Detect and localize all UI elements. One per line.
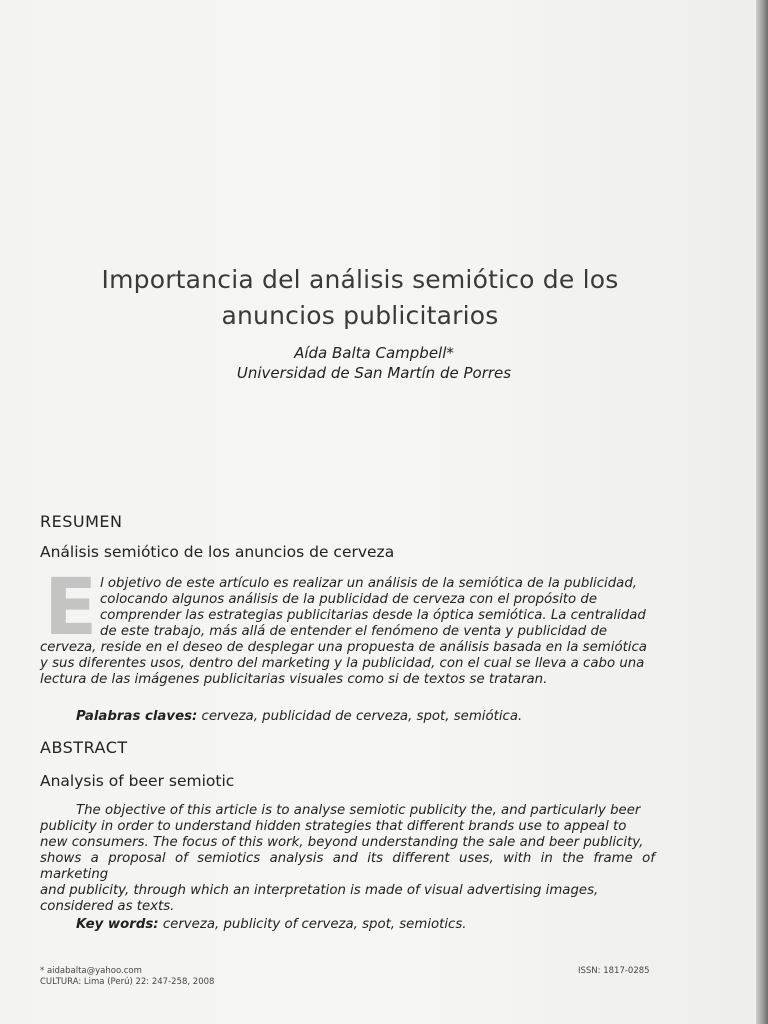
footnote-citation: CULTURA: Lima (Perú) 22: 247-258, 2008 (40, 977, 215, 987)
resumen-heading: RESUMEN (40, 512, 123, 531)
resumen-paragraph-top (100, 576, 655, 640)
palabras-claves-label: Palabras claves: (76, 709, 198, 724)
footnote-email: * aidabalta@yahoo.com (40, 966, 142, 976)
abstract-heading: ABSTRACT (40, 738, 128, 757)
abstract-line: and publicity, through which an interpretation is made of visual advertising images, (40, 883, 599, 898)
resumen-line: colocando algunos análisis de la publicidad de cerveza con el propósito de (100, 592, 598, 607)
abstract-line: The objective of this article is to analyse semiotic publicity the, and particularly beer (76, 803, 641, 818)
abstract-line: shows a proposal of semiotics analysis and its different uses, with in the frame of marketing (40, 851, 655, 882)
abstract-line: considered as texts. (40, 899, 175, 914)
resumen-line: cerveza, reside en el deseo de desplegar una propuesta de análisis basada en la semiótica (40, 640, 647, 655)
key-words-value: cerveza, publicity of cerveza, spot, semiotics. (158, 917, 467, 932)
resumen-line: y sus diferentes usos, dentro del marketing y la publicidad, con el cual se lleva a cabo una (40, 656, 645, 671)
author-name: Aída Balta Campbell* (294, 344, 454, 362)
title-line-2: anuncios publicitarios (221, 301, 499, 330)
article-title (40, 262, 680, 334)
resumen-line: comprender las estrategias publicitarias desde la óptica semiótica. La centralidad (100, 608, 646, 623)
resumen-line: lectura de las imágenes publicitarias visuales como si de textos se trataran. (40, 672, 548, 687)
palabras-claves-value: cerveza, publicidad de cerveza, spot, semiótica. (197, 709, 523, 724)
author-affiliation: Universidad de San Martín de Porres (236, 364, 512, 382)
key-words (76, 917, 467, 932)
page-edge-shadow (756, 0, 768, 1024)
abstract-subheading: Analysis of beer semiotic (40, 772, 235, 790)
dropcap-letter: E (44, 563, 98, 653)
resumen-line: de este trabajo, más allá de entender el fenómeno de venta y publicidad de (100, 624, 608, 639)
palabras-claves (76, 709, 522, 724)
abstract-line: publicity in order to understand hidden strategies that different brands use to appeal to (40, 819, 627, 834)
issn-number: ISSN: 1817-0285 (578, 966, 650, 976)
key-words-label: Key words: (76, 917, 159, 932)
resumen-subheading: Análisis semiótico de los anuncios de cerveza (40, 543, 395, 561)
title-line-1: Importancia del análisis semiótico de los (101, 265, 619, 294)
resumen-paragraph-bottom (40, 640, 655, 688)
abstract-line: new consumers. The focus of this work, beyond understanding the sale and beer publicity, (40, 835, 644, 850)
resumen-line: l objetivo de este artículo es realizar un análisis de la semiótica de la publicidad, (100, 576, 637, 591)
abstract-paragraph (40, 803, 655, 915)
